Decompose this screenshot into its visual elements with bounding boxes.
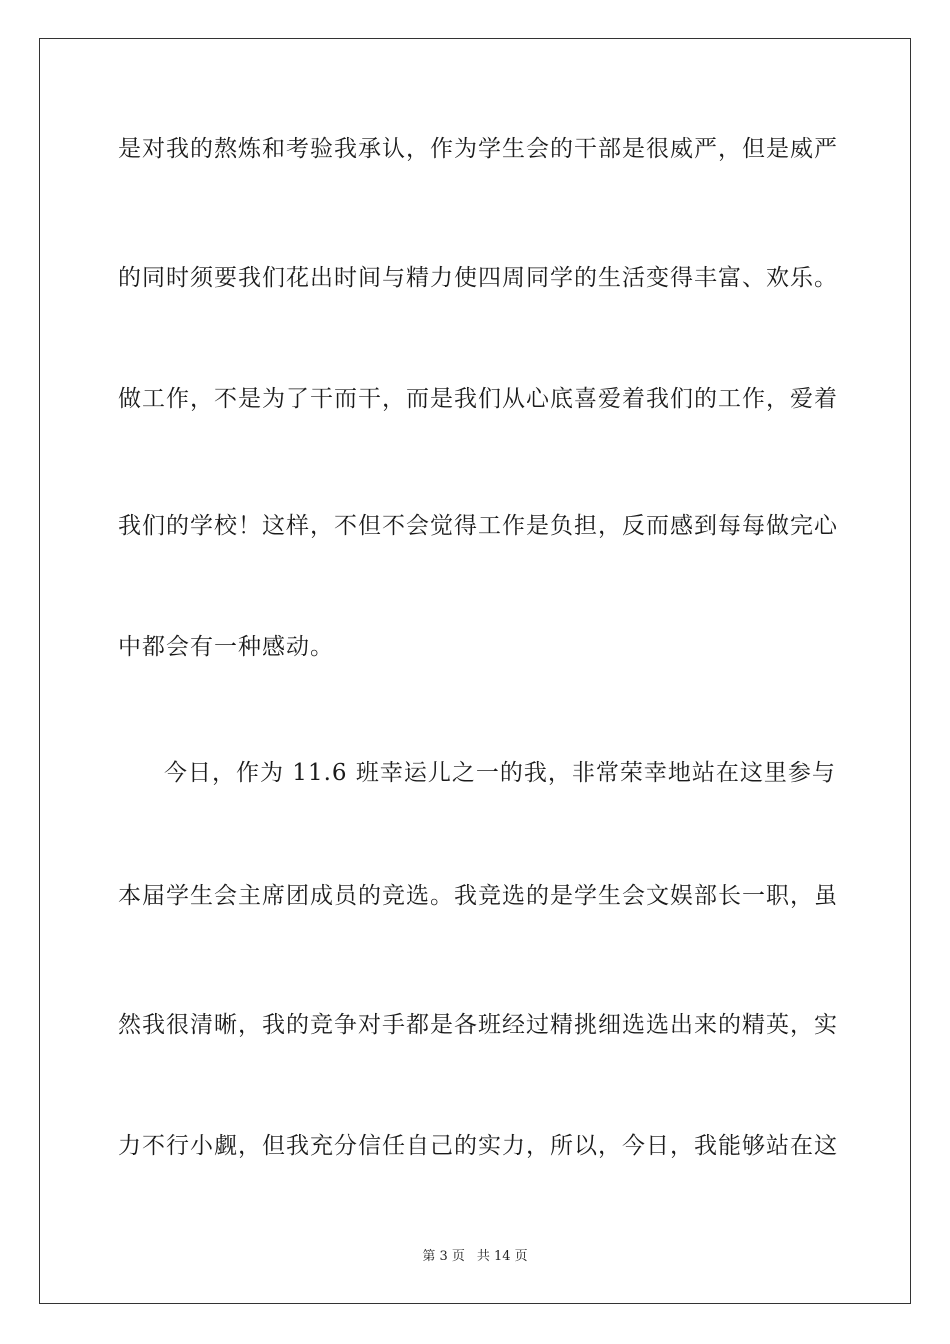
body-text-line: 的同时须要我们花出时间与精力使四周同学的生活变得丰富、欢乐。	[118, 265, 838, 291]
page-border	[39, 38, 911, 1304]
paragraph-start-line: 今日，作为 11.6 班幸运儿之一的我，非常荣幸地站在这里参与	[164, 760, 836, 786]
body-text-line: 本届学生会主席团成员的竞选。我竞选的是学生会文娱部长一职，虽	[118, 883, 838, 909]
page-number: 第 3 页	[422, 1249, 465, 1264]
total-pages: 共 14 页	[476, 1249, 528, 1264]
body-text-line: 我们的学校！这样，不但不会觉得工作是负担，反而感到每每做完心	[118, 513, 838, 539]
body-text-line: 中都会有一种感动。	[118, 634, 334, 660]
body-text-line: 是对我的熬炼和考验我承认，作为学生会的干部是很威严，但是威严	[118, 136, 838, 162]
body-text-line: 然我很清晰，我的竞争对手都是各班经过精挑细选选出来的精英，实	[118, 1012, 838, 1038]
body-text-line: 力不行小觑，但我充分信任自己的实力，所以，今日，我能够站在这	[118, 1133, 838, 1159]
body-text-line: 做工作，不是为了干而干，而是我们从心底喜爱着我们的工作，爱着	[118, 386, 838, 412]
page-footer	[0, 1248, 950, 1266]
